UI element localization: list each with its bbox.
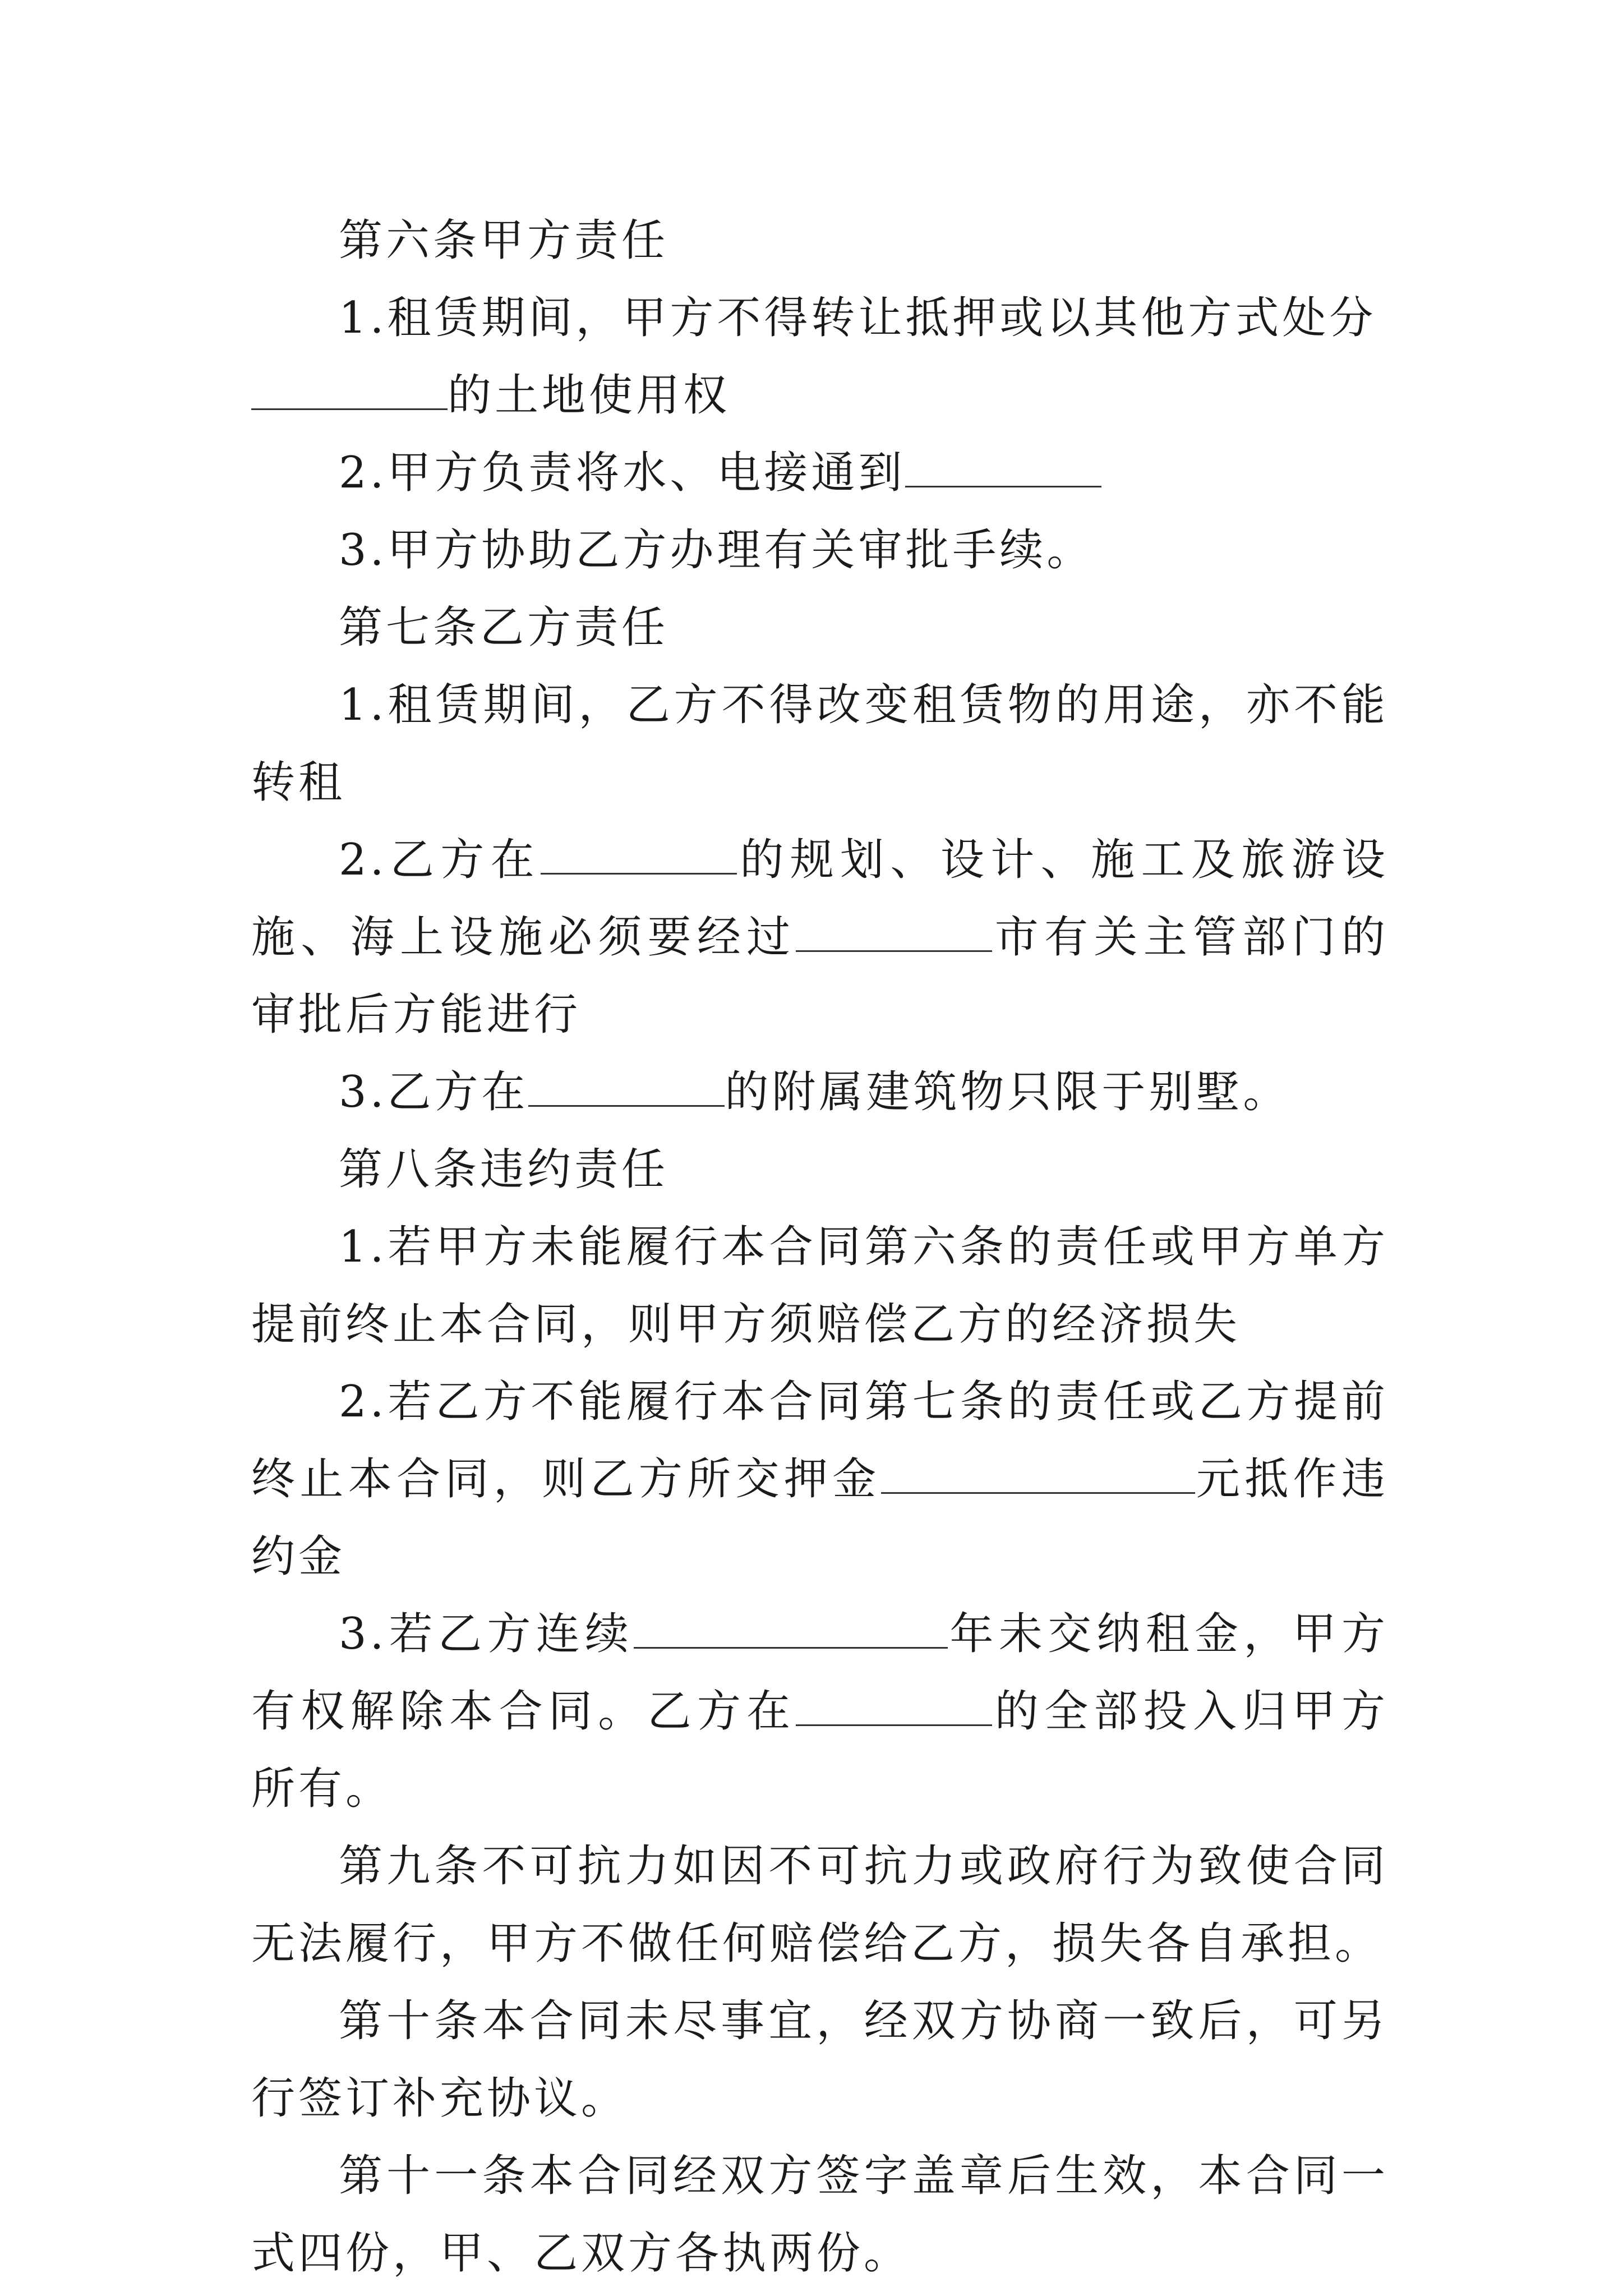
article-7-clause-1: 1.租赁期间，乙方不得改变租赁物的用途，亦不能转租 xyxy=(251,680,1389,808)
article-8-title: 第八条违约责任 xyxy=(339,1144,669,1195)
article-7-clause-3 xyxy=(251,1053,1389,1131)
article-7-clause-2 xyxy=(251,821,1389,1053)
article-8-clause-3 xyxy=(251,1595,1389,1828)
blank-field xyxy=(881,1456,1195,1494)
article-8-clause-1: 1.若甲方未能履行本合同第六条的责任或甲方单方提前终止本合同，则甲方须赔偿乙方的经济损失 xyxy=(251,1222,1389,1350)
article-6-clause-1-text-a: 1.租赁期间，甲方不得转让抵押或以其他方式处分 xyxy=(339,293,1377,343)
article-6-clause-1-text-b: 的土地使用权 xyxy=(448,370,731,421)
blank-field xyxy=(634,1611,948,1649)
blank-field xyxy=(905,450,1101,487)
article-10: 第十条本合同未尽事宜，经双方协商一致后，可另行签订补充协议。 xyxy=(251,1996,1389,2124)
article-6-clause-2-text: 2.甲方负责将水、电接通到 xyxy=(339,448,906,498)
article-7-title: 第七条乙方责任 xyxy=(339,602,669,653)
article-6-clause-1-line2 xyxy=(251,357,1389,434)
article-6-clause-3: 3.甲方协助乙方办理有关审批手续。 xyxy=(339,525,1094,576)
blank-field xyxy=(251,372,448,410)
article-8-clause-3-text-c: 的全部投入归甲方所有。 xyxy=(251,1686,1389,1814)
article-8-clause-2-text-a: 2.若乙方不能履行本合同第七条的责任或乙方提前终止本合同，则乙方所交押金 xyxy=(251,1377,1389,1504)
article-9: 第九条不可抗力如因不可抗力或政府行为致使合同无法履行，甲方不做任何赔偿给乙方，损失各自承担。 xyxy=(251,1841,1389,1969)
blank-field xyxy=(541,837,737,875)
article-7-clause-2-text-c: 市有关主管部门的审批后方能进行 xyxy=(251,912,1389,1040)
article-7-clause-2-text-a: 2.乙方在 xyxy=(339,835,541,885)
article-8-clause-2 xyxy=(251,1363,1389,1595)
article-6-title: 第六条甲方责任 xyxy=(339,215,669,266)
blank-field xyxy=(796,1688,992,1726)
article-7-clause-2-text-b: 的规划、设计、施工及旅游设施、海上设施必须要经过 xyxy=(251,835,1389,963)
article-8-clause-3-text-a: 3.若乙方连续 xyxy=(339,1609,634,1659)
blank-field xyxy=(796,914,992,952)
article-8-clause-2-text-b: 元抵作违约金 xyxy=(251,1454,1389,1582)
article-7-clause-3-text-a: 3.乙方在 xyxy=(339,1067,529,1117)
article-7-clause-3-text-b: 的附属建筑物只限于别墅。 xyxy=(725,1067,1290,1117)
blank-field xyxy=(528,1069,725,1107)
article-6-clause-1 xyxy=(251,279,1389,434)
article-6-clause-2 xyxy=(251,434,1389,512)
article-8-clause-3-text-b: 年未交纳租金，甲方有权解除本合同。乙方在 xyxy=(251,1609,1389,1737)
article-11: 第十一条本合同经双方签字盖章后生效，本合同一式四份，甲、乙双方各执两份。 xyxy=(251,2151,1389,2279)
contract-body xyxy=(251,202,1389,2292)
